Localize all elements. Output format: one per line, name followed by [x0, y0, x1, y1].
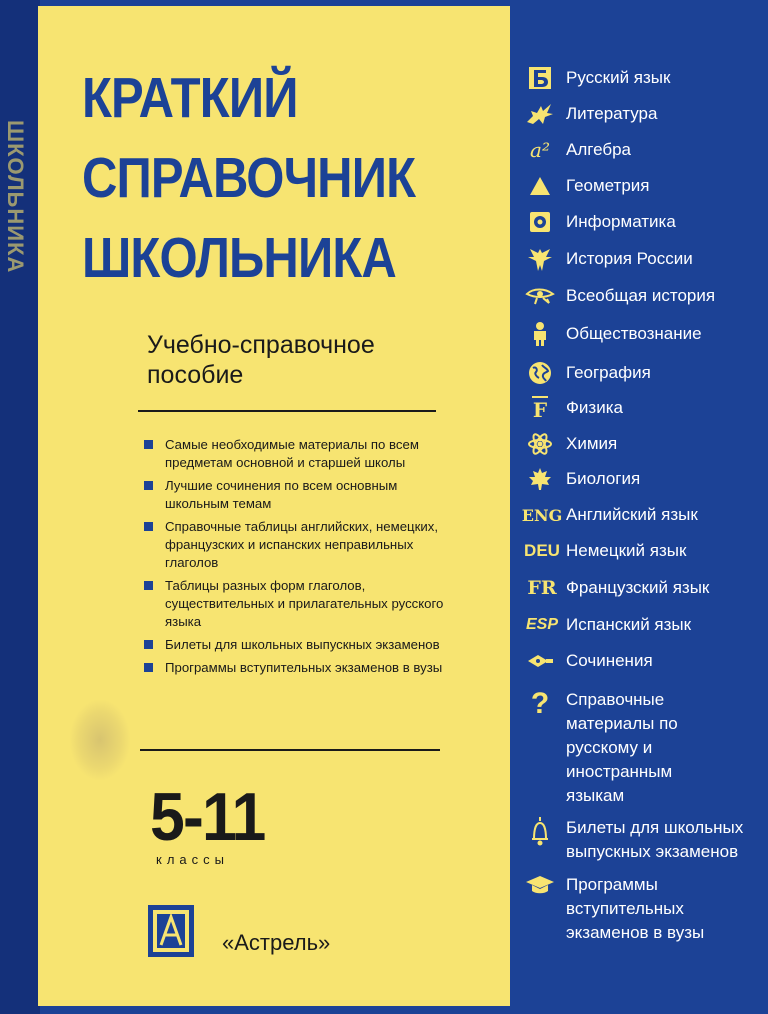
bullet-square-icon [144, 581, 153, 590]
subject-label: Немецкий язык [566, 541, 687, 560]
subject-item [522, 465, 762, 495]
pegasus-icon [522, 100, 558, 128]
subject-item [522, 537, 762, 567]
subject-item [522, 394, 762, 424]
subject-item [522, 100, 762, 130]
subject-label: Литература [566, 104, 658, 123]
bullet-square-icon [144, 481, 153, 490]
feature-item [144, 636, 464, 654]
subject-item [522, 245, 762, 275]
esp-icon: ESP [525, 616, 558, 633]
feature-item [144, 436, 464, 472]
bullet-square-icon [144, 522, 153, 531]
question-mark-icon: ? [530, 687, 550, 720]
subject-item [522, 647, 762, 677]
subject-item [522, 501, 762, 531]
subject-label: Французский язык [566, 578, 710, 597]
feature-text: Билеты для школьных выпускных экзаменов [165, 637, 440, 652]
subject-item [522, 172, 762, 202]
letter-b-icon [522, 64, 558, 92]
subject-item [522, 686, 762, 806]
subject-label: Геометрия [566, 176, 650, 195]
subject-label: Алгебра [566, 140, 631, 159]
subject-item [522, 430, 762, 460]
subject-item [522, 871, 762, 943]
title-line-1: КРАТКИЙ [82, 66, 298, 130]
feature-item [144, 659, 464, 677]
subject-label: Биология [566, 469, 641, 488]
bullet-square-icon [144, 440, 153, 449]
spine-title: ШКОЛЬНИКА [3, 120, 28, 274]
divider-top [138, 410, 436, 412]
subject-label: Билеты для школьных выпускных экзаменов [566, 818, 744, 861]
deu-icon: DEU [524, 541, 560, 560]
subject-item [522, 574, 762, 604]
bullet-square-icon [144, 663, 153, 672]
graduation-cap-icon [522, 871, 558, 899]
subject-label: Программы вступительных экзаменов в вузы [566, 875, 705, 942]
subject-label: Испанский язык [566, 615, 692, 634]
feature-item [144, 577, 464, 631]
bullet-square-icon [144, 640, 153, 649]
subject-item [522, 136, 762, 166]
subtitle-line-2: пособие [147, 361, 244, 389]
subject-label: Сочинения [566, 651, 653, 670]
triangle-icon [522, 172, 558, 200]
publisher-name: «Астрель» [222, 930, 331, 955]
subject-item [522, 320, 762, 350]
bell-icon [522, 814, 558, 848]
subject-label: Справочные материалы по русскому и иностранным языкам [566, 690, 678, 805]
title-line-2: СПРАВОЧНИК [82, 146, 416, 210]
book-title [82, 58, 443, 298]
subject-item [522, 611, 762, 641]
person-icon [522, 320, 558, 348]
subject-label: Информатика [566, 212, 676, 231]
subtitle-line-1: Учебно-справочное [147, 331, 375, 359]
a-squared-icon: a² [530, 138, 550, 162]
subject-item [522, 359, 762, 389]
subject-item [522, 208, 762, 238]
force-vector-icon: F [532, 398, 548, 422]
subject-label: История России [566, 249, 693, 268]
feature-item [144, 518, 464, 572]
globe-icon [522, 359, 558, 387]
feature-text: Справочные таблицы английских, немецких, французских и испанских неправильных глаголов [165, 519, 438, 570]
atom-icon [522, 430, 558, 458]
subject-item [522, 814, 762, 864]
feature-text: Таблицы разных форм глаголов, существительных и прилагательных русского языка [165, 578, 444, 629]
subject-label: Химия [566, 434, 618, 453]
eng-icon: ENG [521, 505, 563, 525]
astrel-logo-icon [148, 905, 194, 957]
eye-of-horus-icon [522, 282, 558, 310]
feature-text: Лучшие сочинения по всем основным школьным темам [165, 478, 398, 511]
grade-label: классы [156, 852, 229, 867]
subject-label: Английский язык [566, 505, 698, 524]
feature-text: Самые необходимые материалы по всем предметам основной и старшей школы [165, 437, 419, 470]
subject-label: География [566, 363, 651, 382]
feature-list [144, 436, 464, 682]
subject-label: Всеобщая история [566, 286, 716, 305]
divider-bottom [140, 749, 440, 751]
subject-label: Физика [566, 398, 623, 417]
book-subtitle [147, 330, 467, 390]
maple-leaf-icon [522, 465, 558, 493]
feature-text: Программы вступительных экзаменов в вузы [165, 660, 443, 675]
subject-item [522, 282, 762, 312]
cover-stain [70, 700, 130, 780]
pen-nib-icon [522, 647, 558, 675]
feature-item [144, 477, 464, 513]
subject-label: Обществознание [566, 324, 702, 343]
eagle-icon [522, 245, 558, 273]
subject-item [522, 64, 762, 94]
disk-icon [522, 208, 558, 236]
subject-label: Русский язык [566, 68, 671, 87]
fr-icon: FR [527, 577, 557, 599]
title-line-3: ШКОЛЬНИКА [82, 226, 396, 290]
grade-range: 5-11 [150, 779, 265, 855]
book-spine [0, 0, 40, 1014]
